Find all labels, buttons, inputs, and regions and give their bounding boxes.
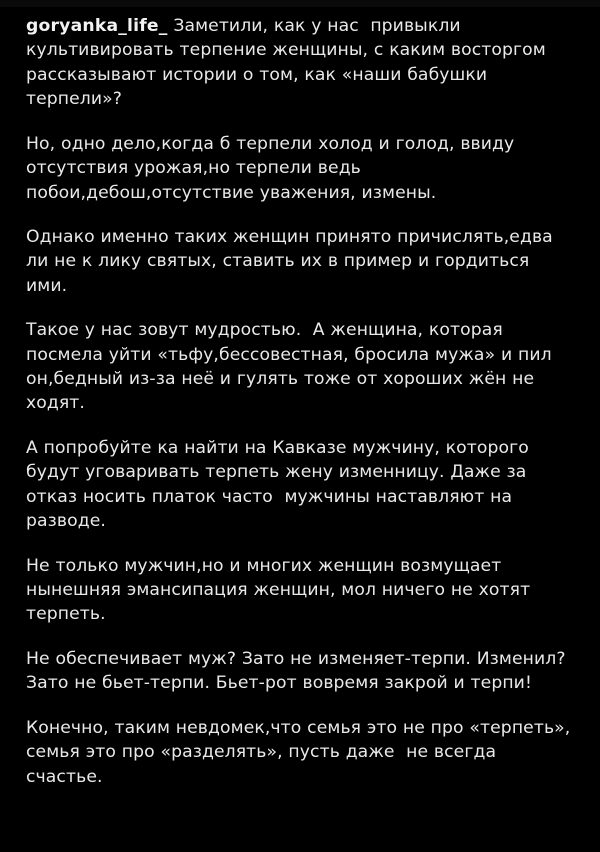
post-paragraph-4: Такое у нас зовут мудростью. А женщина, которая посмела уйти «тьфу,бессовестная, бросила мужа» и пил он,бедный из-за неё и гулять тоже от хороших жён не ходят.: [26, 320, 558, 414]
post-text-body: [26, 14, 577, 789]
post-paragraph-7: Не обеспечивает муж? Зато не изменяет-терпи. Изменил? Зато не бьет-терпи. Бьет-рот вовремя закрой и терпи!: [26, 648, 572, 694]
post-username[interactable]: goryanka_life_: [26, 16, 168, 36]
post-paragraph-3: Однако именно таких женщин принято причислять,едва ли не к лику святых, ставить их в пример и гордиться ими.: [26, 226, 559, 296]
post-paragraph-1: [26, 14, 574, 112]
post-paragraph-8: Конечно, таким невдомек,что семья это не про «терпеть», семья это про «разделять», пусть даже не всегда счастье.: [26, 717, 577, 787]
status-bar-sliver: [0, 0, 600, 7]
post-paragraph-text: Заметили, как у нас привыкли культивировать терпение женщины, с каким восторгом рассказывают истории о том, как «наши бабушки терпели»?: [26, 16, 552, 110]
post-paragraph-6: Не только мужчин,но и многих женщин возмущает нынешняя эмансипация женщин, мол ничего не хотят терпеть.: [26, 555, 536, 625]
post-paragraph-5: А попробуйте ка найти на Кавказе мужчину, которого будут уговаривать терпеть жену изменницу. Даже за отказ носить платок часто мужчины наставляют на разводе.: [26, 437, 535, 532]
post-paragraph-2: Но, одно дело,когда б терпели холод и голод, ввиду отсутствия урожая,но терпели ведь побои,дебош,отсутствие уважения, измены.: [26, 133, 521, 203]
